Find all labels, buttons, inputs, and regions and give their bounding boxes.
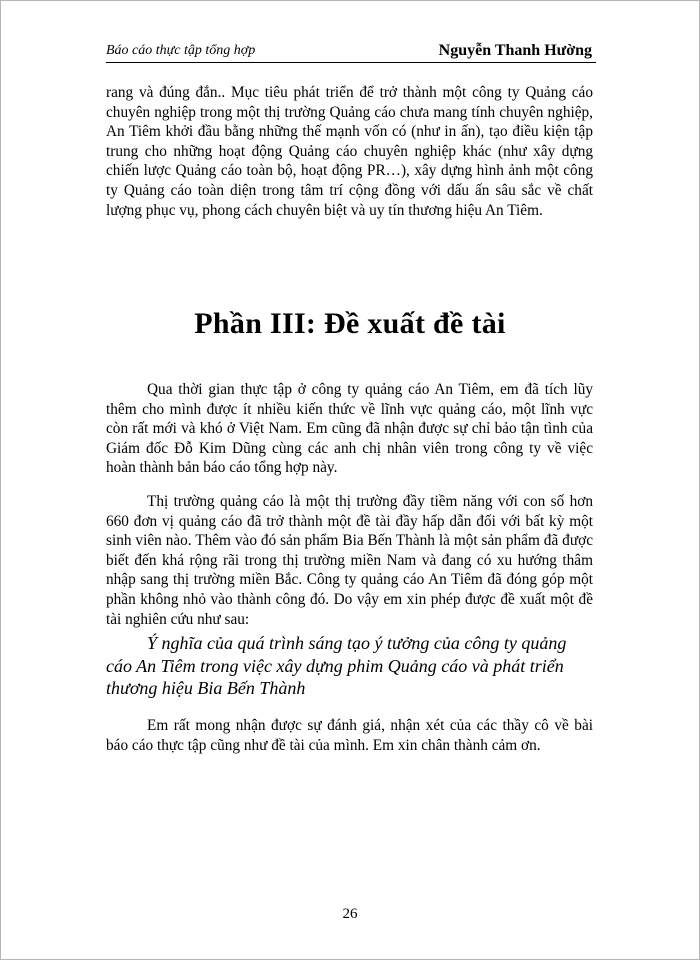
page-header (106, 38, 596, 63)
page-number: 26 (342, 906, 358, 922)
header-report-title: Báo cáo thực tập tổng hợp (106, 43, 256, 58)
header-author-name: Nguyễn Thanh Hường (438, 42, 592, 59)
paragraph-market: Thị trường quảng cáo là một thị trường đầy tiềm năng với con số hơn 660 đơn vị quảng cáo đã trở thành một đề tài đầy hấp dẫn đối với bất kỳ một sinh viên nào. Thêm vào đó sản phẩm Bia Bến Thành là một sản phẩm đã được biết đến khá rộng rãi trong thị trường miền Nam và đang có xu hướng thâm nhập sang thị trường miền Bắc. Công ty quảng cáo An Tiêm đã đóng góp một phần không nhỏ vào thành công đó. Do vậy em xin phép được đề xuất một đề tài nghiên cứu như sau: (106, 493, 593, 628)
section-title: Phần III: Đề xuất đề tài (194, 307, 506, 340)
proposed-topic: Ý nghĩa của quá trình sáng tạo ý tưởng của công ty quảng cáo An Tiêm trong việc xây dựng phim Quảng cáo và phát triển thương hiệu Bia Bến Thành (106, 633, 567, 698)
paragraph-closing: Em rất mong nhận được sự đánh giá, nhận xét của các thầy cô về bài báo cáo thực tập cũng như đề tài của mình. Em xin chân thành cảm ơn. (106, 717, 593, 754)
paragraph-intro: rang và đúng đắn.. Mục tiêu phát triển để trở thành một công ty Quảng cáo chuyên nghiệp trong một thị trường Quảng cáo chưa mang tính chuyên nghiệp, An Tiêm khởi đầu bằng những thế mạnh vốn có (như in ấn), tạo điều kiện tập trung cho những hoạt động Quảng cáo chuyên nghiệp khác (như xây dựng chiến lược Quảng cáo toàn bộ, hoạt động PR…), xây dựng hình ảnh một công ty Quảng cáo toàn diện trong tâm trí cộng đồng với dấu ấn sâu sắc về chất lượng phục vụ, phong cách chuyên biệt và uy tín thương hiệu An Tiêm. (106, 84, 593, 219)
paragraph-internship: Qua thời gian thực tập ở công ty quảng cáo An Tiêm, em đã tích lũy thêm cho mình được ít nhiều kiến thức về lĩnh vực quảng cáo, một lĩnh vực còn rất mới và khó ở Việt Nam. Em cũng đã nhận được sự chỉ bảo tận tình của Giám đốc Đỗ Kim Dũng cùng các anh chị nhân viên trong công ty về việc hoàn thành bản báo cáo tổng hợp này. (106, 381, 593, 477)
